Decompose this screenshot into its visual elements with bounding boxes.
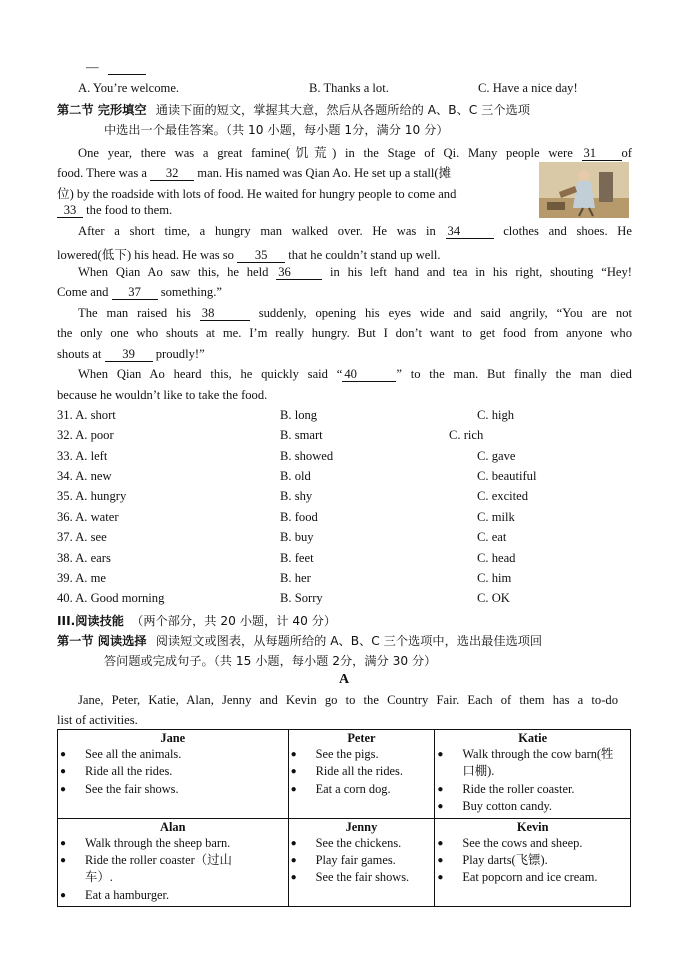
- option-c[interactable]: C. eat: [477, 530, 507, 544]
- option-b[interactable]: B. showed: [280, 449, 334, 463]
- option-c[interactable]: C. beautiful: [477, 469, 537, 483]
- passage-line: the only one who shouts at me. I’m really hungry. But I don’t want to get food from anyone who: [57, 326, 632, 340]
- previous-question-stem: —: [86, 60, 146, 75]
- blank-31: 31: [582, 147, 622, 161]
- list-item: ● Walk through the cow barn(牲口棚).: [435, 746, 630, 781]
- option-a[interactable]: 33. A. left: [57, 449, 108, 463]
- option-a[interactable]: 38. A. ears: [57, 551, 111, 565]
- blank-36: 36: [276, 266, 322, 280]
- passage-intro-cont: list of activities.: [57, 713, 138, 727]
- option-c[interactable]: C. head: [477, 551, 516, 565]
- part-3-title: III.阅读技能: [57, 614, 124, 628]
- previous-option-b: B. Thanks a lot.: [309, 81, 389, 95]
- todo-cell: [435, 730, 631, 819]
- illustration-image: [539, 162, 629, 218]
- section-2-header: [57, 101, 530, 118]
- list-item: ● See the fair shows.: [289, 869, 435, 886]
- list-item: ● Eat a corn dog.: [289, 781, 435, 798]
- todo-cell: [58, 730, 289, 819]
- list-item: ● Play fair games.: [289, 852, 435, 869]
- answer-blank: [108, 61, 146, 75]
- todo-table: [57, 729, 631, 907]
- todo-cell: [58, 818, 289, 907]
- passage-line: When Qian Ao heard this, he quickly said “ 40 ” to the man. But finally the man died: [78, 367, 632, 381]
- blank-33: 33: [57, 204, 83, 218]
- option-a[interactable]: 34. A. new: [57, 469, 112, 483]
- blank-35: 35: [237, 249, 285, 263]
- option-b[interactable]: B. buy: [280, 530, 314, 544]
- list-item: ● Eat a hamburger.: [58, 887, 288, 904]
- option-a[interactable]: 36. A. water: [57, 510, 119, 524]
- blank-38: 38: [200, 307, 250, 321]
- passage-line: because he wouldn’t like to take the food.: [57, 388, 268, 402]
- list-item: ● Ride the roller coaster.: [435, 781, 630, 798]
- passage-line: One year, there was a great famine(饥荒) in the Stage of Qi. Many people were 31 of: [78, 146, 632, 160]
- todo-cell: [288, 730, 435, 819]
- option-b[interactable]: B. smart: [280, 428, 323, 442]
- passage-line: lowered(低下) his head. He was so 35 that he couldn’t stand up well.: [57, 248, 441, 262]
- option-a[interactable]: 37. A. see: [57, 530, 107, 544]
- blank-34: 34: [446, 225, 494, 239]
- person-name: Peter: [347, 731, 376, 745]
- section-2-instruction: 通读下面的短文，掌握其大意，然后从各题所给的 A、B、C 三个选项: [155, 103, 530, 117]
- list-item: ● Ride the roller coaster（过山车）.: [58, 852, 288, 887]
- list-item: ● See the chickens.: [289, 835, 435, 852]
- passage-intro: Jane, Peter, Katie, Alan, Jenny and Kevin go to the Country Fair. Each of them has a to-do: [78, 693, 618, 707]
- option-c[interactable]: C. excited: [477, 489, 529, 503]
- option-b[interactable]: B. her: [280, 571, 311, 585]
- todo-cell: [288, 818, 435, 907]
- section-2-instruction-cont: 中选出一个最佳答案。（共 10 小题，每小题 1分，满分 10 分）: [104, 123, 449, 137]
- option-a[interactable]: 39. A. me: [57, 571, 106, 585]
- list-item: ● See the cows and sheep.: [435, 835, 630, 852]
- person-name: Alan: [160, 819, 186, 834]
- section-2-title: 第二节 完形填空: [57, 103, 147, 117]
- person-name: Kevin: [516, 819, 549, 834]
- option-c[interactable]: C. him: [477, 571, 512, 585]
- option-a[interactable]: 32. A. poor: [57, 428, 114, 442]
- person-name: Jane: [160, 731, 186, 745]
- passage-label: A: [338, 672, 350, 687]
- list-item: ● Ride all the rides.: [58, 763, 288, 780]
- option-b[interactable]: B. shy: [280, 489, 313, 503]
- part-3-note: （两个部分，共 20 小题，计 40 分）: [131, 614, 337, 628]
- passage-line: After a short time, a hungry man walked over. He was in 34 clothes and shoes. He: [78, 224, 632, 238]
- option-b[interactable]: B. old: [280, 469, 311, 483]
- option-c[interactable]: C. high: [477, 408, 515, 422]
- blank-40: 40: [342, 368, 396, 382]
- passage-line: food. There was a 32 man. His named was Qian Ao. He set up a stall(摊: [57, 166, 452, 180]
- option-a[interactable]: 31. A. short: [57, 408, 116, 422]
- part-3-header: [57, 612, 336, 629]
- option-b[interactable]: B. feet: [280, 551, 314, 565]
- table-row: [58, 818, 631, 907]
- blank-32: 32: [150, 167, 194, 181]
- option-c[interactable]: C. OK: [477, 591, 510, 605]
- previous-option-c: C. Have a nice day!: [478, 81, 578, 95]
- table-row: [58, 730, 631, 819]
- option-c[interactable]: C. gave: [477, 449, 516, 463]
- passage-line: When Qian Ao saw this, he held 36 in his left hand and tea in his right, shouting “Hey!: [78, 265, 632, 279]
- option-c[interactable]: C. rich: [449, 428, 484, 442]
- option-b[interactable]: B. Sorry: [280, 591, 323, 605]
- passage-line: Come and 37 something.”: [57, 285, 222, 299]
- option-c[interactable]: C. milk: [477, 510, 515, 524]
- blank-39: 39: [105, 348, 153, 362]
- todo-cell: [435, 818, 631, 907]
- section-1-instruction: 阅读短文或图表，从每题所给的 A、B、C 三个选项中，选出最佳选项回: [155, 634, 543, 648]
- list-item: ● See all the animals.: [58, 746, 288, 763]
- passage-line: shouts at 39 proudly!”: [57, 347, 205, 361]
- passage-line: The man raised his 38 suddenly, opening his eyes wide and said angrily, “You are not: [78, 306, 632, 320]
- list-item: ● Eat popcorn and ice cream.: [435, 869, 630, 886]
- person-name: Katie: [518, 731, 548, 745]
- person-name: Jenny: [345, 819, 378, 834]
- section-1-header: [57, 632, 542, 649]
- passage-line: 33 the food to them.: [57, 203, 172, 218]
- list-item: ● See the pigs.: [289, 746, 435, 763]
- section-1-title: 第一节 阅读选择: [57, 634, 147, 648]
- section-1-instruction-cont: 答问题或完成句子。（共 15 小题，每小题 2分，满分 30 分）: [104, 654, 437, 668]
- previous-option-a: A. You’re welcome.: [78, 81, 180, 95]
- option-a[interactable]: 35. A. hungry: [57, 489, 127, 503]
- list-item: ● Play darts(飞镖).: [435, 852, 630, 869]
- list-item: ● Walk through the sheep barn.: [58, 835, 288, 852]
- option-b[interactable]: B. long: [280, 408, 318, 422]
- list-item: ● Ride all the rides.: [289, 763, 435, 780]
- option-a[interactable]: 40. A. Good morning: [57, 591, 165, 605]
- blank-37: 37: [112, 286, 158, 300]
- option-b[interactable]: B. food: [280, 510, 318, 524]
- passage-line: 位) by the roadside with lots of food. He waited for hungry people to come and: [57, 187, 457, 201]
- list-item: ● See the fair shows.: [58, 781, 288, 798]
- list-item: ● Buy cotton candy.: [435, 798, 630, 815]
